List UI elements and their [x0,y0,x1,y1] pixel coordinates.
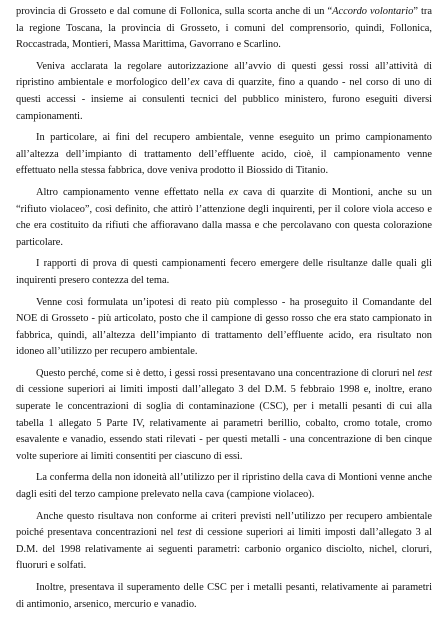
paragraph-1 [16,4,432,54]
text-run: Veniva acclarata la regolare autorizzazione all’avvio di questi gessi rossi all’attività di ripristino ambientale e morfologico dell’ [16,60,432,89]
text-run: cava di quarzite, fino a quando - nel corso di uno di questi accessi - insieme ai consulenti tecnici del pubblico ministero, furono eseguiti diversi campionamenti. [16,77,432,122]
italic-text-run: ex [228,186,239,198]
italic-text-run: test [417,367,432,379]
italic-text-run: ex [190,77,200,89]
paragraph-5 [16,256,432,289]
text-run: di cessione superiori ai limiti imposti dall’allegato 3 al D.M. del 1998 relativamente ai seguenti parametri: carbonio organico disciolto, nichel, cloruri, fluoruri e solfati. [16,527,432,572]
text-run: In particolare, ai fini del recupero ambientale, venne eseguito un primo campionamento all’altezza dell’impianto di trattamento dell’effluente acido, cioè, il campionamento venne effettuato nella stessa fabbrica, dove veniva prodotto il Biossido di Titanio. [16,132,432,177]
text-run: ” tra la regione Toscana, la provincia di Grosseto, i comuni del comprensorio, quindi, Follonica, Roccastrada, Montieri, Massa Marittima, Gavorrano e Scarlino. [16,6,432,51]
text-run: cava di quarzite di Montioni, anche su un “rifiuto violaceo”, così definito, che attirò l’attenzione degli inquirenti, per il colore viola acceso e che era costituito da rifiuti che affioravano dalla massa e che percolavano con questa colorazione particolare. [16,186,432,248]
paragraph-7 [16,366,432,466]
text-run: provincia di Grosseto e dal comune di Follonica, sulla scorta anche di un “ [16,6,333,17]
text-run: I rapporti di prova di questi campionamenti fecero emergere delle risultanze dalle quali gli inquirenti presero contezza del tema. [16,258,432,286]
paragraph-4 [16,185,432,251]
paragraph-6 [16,295,432,361]
paragraph-3 [16,130,432,180]
italic-text-run: Accordo volontario [332,6,414,17]
text-run: Inoltre, presentava il superamento delle CSC per i metalli pesanti, relativamente ai parametri di antimonio, arsenico, mercurio e vanadio. [16,582,432,610]
text-run: Anche questo risultava non conforme ai criteri previsti nell’utilizzo per recupero ambientale poiché presentava concentrazioni nel [16,510,432,539]
paragraph-2 [16,59,432,125]
paragraph-8 [16,470,432,503]
text-run: Altro campionamento venne effettato nella [36,186,229,198]
text-run: Questo perché, come si è detto, i gessi rossi presentavano una concentrazione di cloruri nel [36,367,418,379]
text-run: di cessione superiori ai limiti imposti dall’allegato 3 del D.M. 5 febbraio 1998 e, inoltre, erano superate le concentrazioni di soglia di contaminazione (CSC), per i metalli pesanti di cui alla tabella 1 allegato 5 Parte IV, relativamente ai parametri berillio, cobalto, cromo totale, cromo esavalente e vanadio, essendo stati rilevati - per questi metalli - una concentrazione di ben cinque volte superiore ai limiti consentiti per ciascuno di essi. [16,384,432,462]
italic-text-run: test [177,527,192,539]
text-run: Venne così formulata un’ipotesi di reato più complesso - ha proseguito il Comandante del NOE di Grosseto - più articolato, posto che il campione di gesso rosso che era stato campionato in fabbrica, quindi, all’altezza dell’impianto di trattamento dell’effluente acido, era risultato non idoneo all’utilizzo per recupero ambientale. [16,296,432,358]
text-run: La conferma della non idoneità all’utilizzo per il ripristino della cava di Montioni venne anche dagli esiti del terzo campione prelevato nella cava (campione violaceo). [16,472,432,501]
paragraph-9 [16,509,432,575]
paragraph-10 [16,580,432,613]
